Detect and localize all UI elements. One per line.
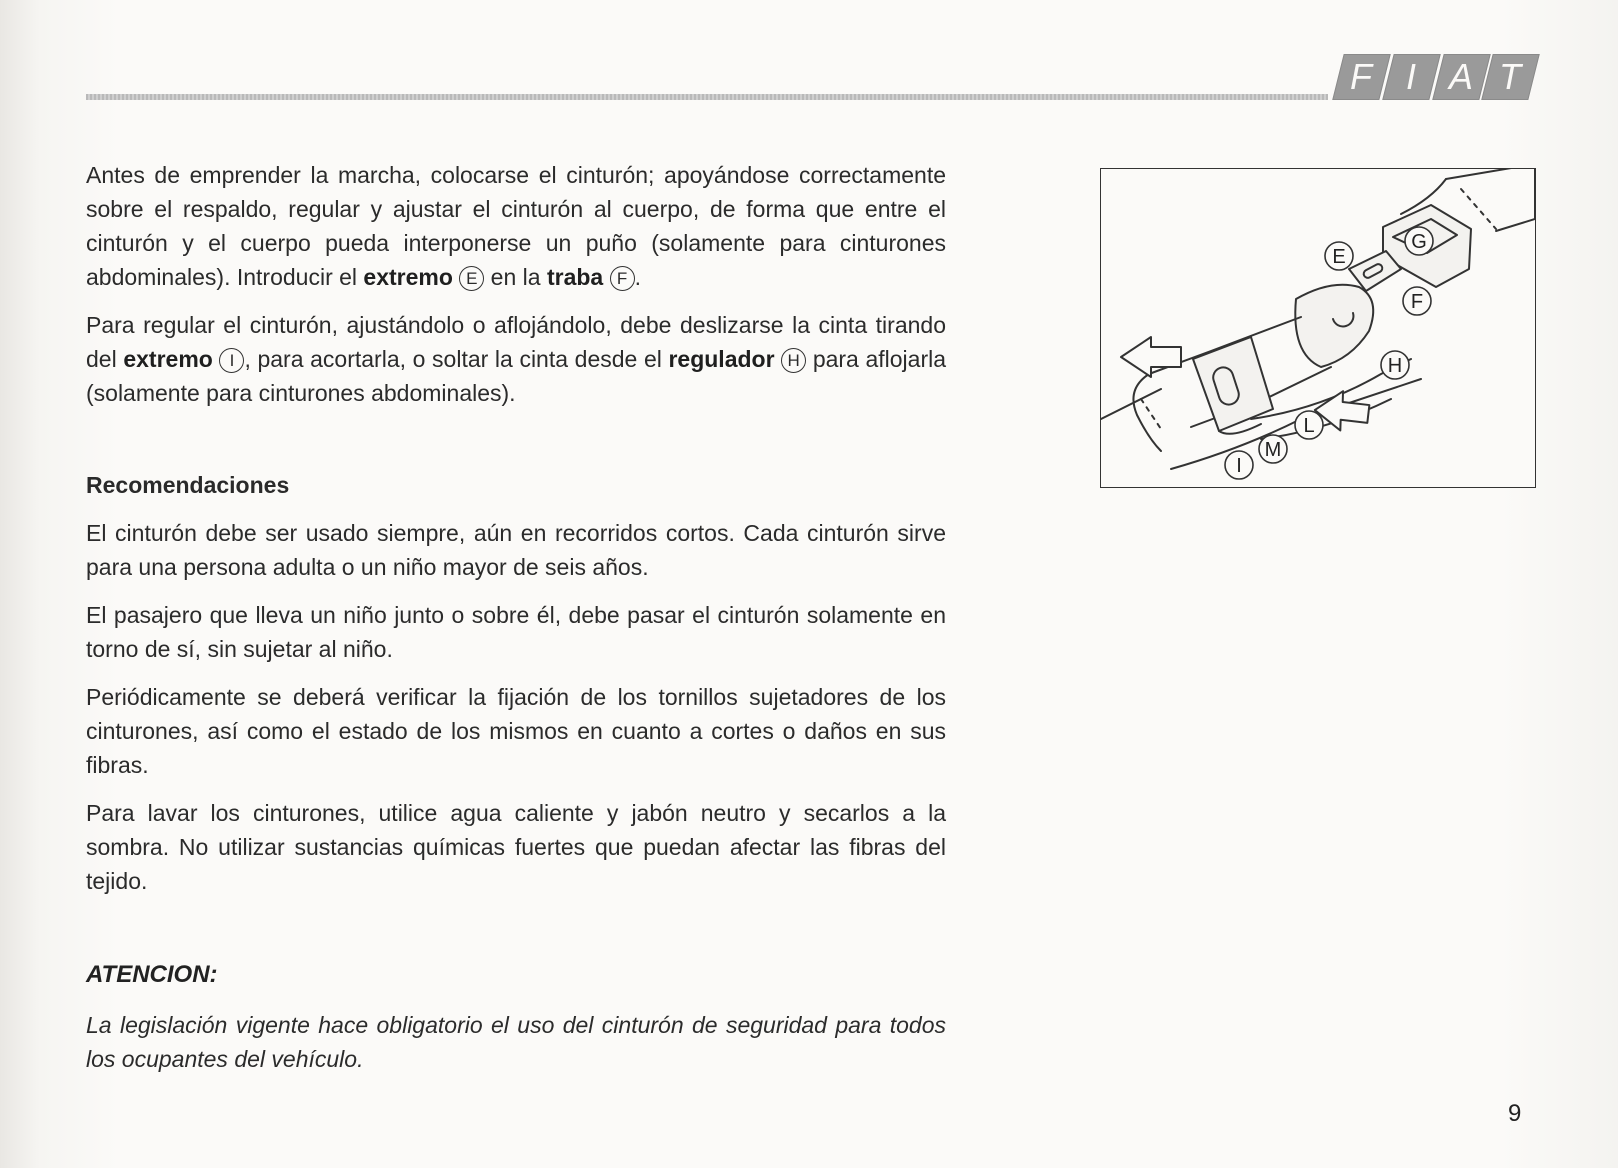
attention-text: La legislación vigente hace obligatorio el uso del cinturón de seguridad para todos los ocupantes del vehículo. — [86, 1012, 946, 1072]
svg-text:H: H — [1387, 355, 1403, 377]
recommendations-heading: Recomendaciones — [86, 472, 290, 498]
figure-label-i — [1225, 451, 1253, 479]
marker-i: I — [219, 348, 244, 373]
svg-text:L: L — [1303, 415, 1315, 437]
recommendation-paragraph: Periódicamente se deberá verificar la fijación de los tornillos sujetadores de los cinturones, así como el estado de los mismos en cuanto a cortes o daños en sus fibras. — [86, 684, 946, 778]
figure-label-e — [1325, 242, 1353, 270]
svg-text:I: I — [1236, 455, 1242, 477]
marker-e: E — [459, 266, 484, 291]
svg-text:E: E — [1332, 246, 1346, 268]
figure-label-h — [1381, 351, 1409, 379]
seatbelt-drawing — [1101, 169, 1535, 487]
svg-text:F: F — [1410, 291, 1424, 313]
marker-f: F — [610, 266, 635, 291]
figure-label-g — [1405, 227, 1433, 255]
page-number: 9 — [1508, 1100, 1522, 1127]
intro-paragraph-1: Antes de emprender la marcha, colocarse el cinturón; apoyándose correctamente sobre el respaldo, regular y ajustar el cinturón al cuerpo, de forma que entre el cinturón y el cuerpo pueda interponerse un puño (solamente para cinturones abdominales). Introducir el extremo E en la traba F . — [86, 162, 946, 290]
recommendation-paragraph: El pasajero que lleva un niño junto o sobre él, debe pasar el cinturón solamente en torno de sí, sin sujetar al niño. — [86, 602, 946, 662]
recommendation-paragraph: El cinturón debe ser usado siempre, aún en recorridos cortos. Cada cinturón sirve para una persona adulta o un niño mayor de seis años. — [86, 520, 946, 580]
intro-paragraph-2: Para regular el cinturón, ajustándolo o aflojándolo, debe deslizarse la cinta tirando del extremo I , para acortarla, o soltar la cinta desde el regulador H para aflojarla (solamente para cinturones abdominales). — [86, 312, 947, 406]
marker-h: H — [781, 348, 806, 373]
recommendation-paragraph: Para lavar los cinturones, utilice agua caliente y jabón neutro y secarlos a la sombra. No utilizar sustancias químicas fuertes que puedan afectar las fibras del tejido. — [86, 800, 946, 894]
svg-text:G: G — [1411, 231, 1427, 253]
attention-heading: ATENCION: — [86, 961, 218, 988]
figure-label-f — [1403, 287, 1431, 315]
svg-text:M: M — [1264, 439, 1282, 461]
figure-label-m — [1259, 435, 1287, 463]
seatbelt-illustration — [1100, 168, 1536, 488]
main-text-column — [86, 158, 946, 1090]
header-rule — [86, 94, 1328, 100]
figure-label-l — [1295, 411, 1323, 439]
fiat-logo: F I A T — [1338, 54, 1534, 100]
